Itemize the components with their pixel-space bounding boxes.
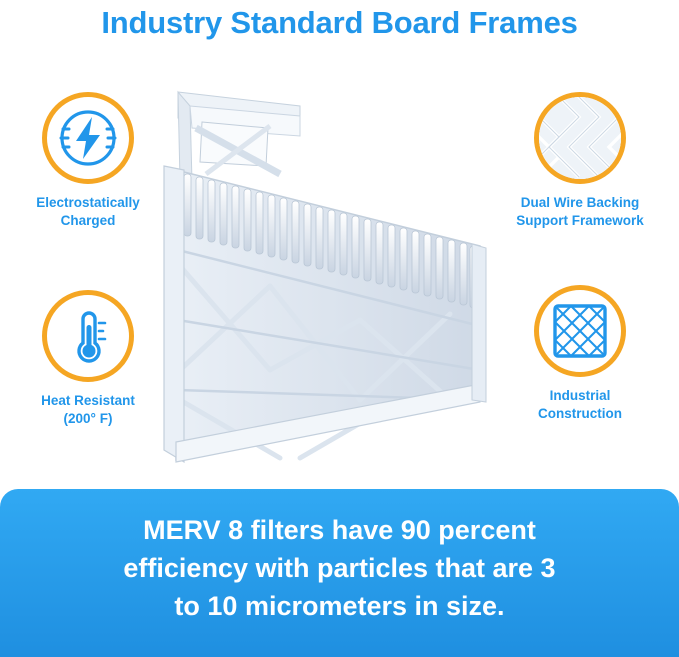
feature-label-line-1: Heat Resistant <box>41 393 135 408</box>
banner-line-1: MERV 8 filters have 90 percent <box>143 515 536 545</box>
feature-label-line-2: (200° F) <box>63 411 113 426</box>
feature-label-line-2: Charged <box>60 213 116 228</box>
banner-line-3: to 10 micrometers in size. <box>174 591 505 621</box>
product-image <box>150 70 510 470</box>
badge-circle-bolt <box>42 92 134 184</box>
feature-label-line-2: Construction <box>538 406 622 421</box>
thermometer-icon <box>47 295 129 377</box>
feature-label-line-1: Industrial <box>549 388 611 403</box>
feature-label <box>500 194 660 230</box>
feature-label <box>8 194 168 230</box>
feature-industrial-construction <box>500 285 660 423</box>
feature-dual-wire-backing <box>500 92 660 230</box>
banner-text <box>40 511 639 625</box>
feature-heat-resistant <box>8 290 168 428</box>
feature-label <box>500 387 660 423</box>
grid-frame-icon <box>539 290 621 372</box>
feature-label-line-1: Electrostatically <box>36 195 140 210</box>
page-title: Industry Standard Board Frames <box>101 5 578 40</box>
badge-circle-thermometer <box>42 290 134 382</box>
feature-label-line-1: Dual Wire Backing <box>520 195 640 210</box>
badge-circle-grid-frame <box>534 285 626 377</box>
feature-label <box>8 392 168 428</box>
wire-mesh-photo-icon <box>539 97 621 179</box>
bottom-banner <box>0 489 679 657</box>
badge-circle-wire-mesh <box>534 92 626 184</box>
lightning-bolt-icon <box>47 97 129 179</box>
banner-line-2: efficiency with particles that are 3 <box>123 553 556 583</box>
feature-electrostatically-charged <box>8 92 168 230</box>
feature-label-line-2: Support Framework <box>516 213 644 228</box>
